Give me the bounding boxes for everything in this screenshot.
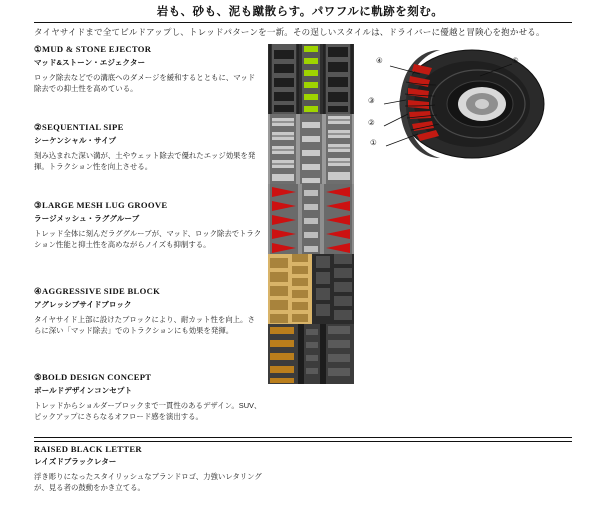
feature-list xyxy=(34,44,262,516)
tread-photo-strip xyxy=(268,44,354,384)
feature-title-en: ②SEQUENTIAL SIPE xyxy=(34,122,124,132)
feature-title-jp: ボールドデザインコンセプト xyxy=(34,386,133,395)
feature-body: タイヤサイド上部に設けたブロックにより、耐カット性を向上。さらに深い「マッド除去」でのトラクションにも効果を発揮。 xyxy=(34,315,255,335)
feature-title-jp: アグレッシブサイドブロック xyxy=(34,300,132,309)
feature-title-jp: レイズドブラックレター xyxy=(34,457,117,466)
feature-title-jp: シーケンシャル・サイプ xyxy=(34,136,117,145)
tread-photo-5 xyxy=(268,324,354,384)
feature-title-en: ①MUD & STONE EJECTOR xyxy=(34,44,152,54)
feature-body: 浮き彫りになったスタイリッシュなブランドロゴ、力強いレタリングが、見る者の鼓動をかき立てる。 xyxy=(34,472,262,492)
tread-photo-3 xyxy=(268,184,354,254)
feature-title-en: RAISED BLACK LETTER xyxy=(34,444,142,454)
feature-body: トレッド全体に刻んだラググルーブが、マッド、ロック除去でトラクション性能と抑土性を高めながらノイズも抑制する。 xyxy=(34,229,262,249)
divider-bottom-1 xyxy=(34,437,572,438)
tire-illustration xyxy=(360,42,574,166)
tire-illustration-image xyxy=(360,42,574,166)
feature-aggressive-side-block xyxy=(34,286,262,360)
callout-1: ① xyxy=(370,138,377,147)
page-subhead: タイヤサイドまで全てビルドアップし、トレッドパターンを一新。その逞しいスタイルは、ドライバーに優越と冒険心を抱かせる。 xyxy=(34,27,545,37)
callout-4: ④ xyxy=(376,56,383,65)
callout-5: ⑤ xyxy=(512,56,519,65)
callout-3: ③ xyxy=(368,96,375,105)
tread-photo-2 xyxy=(268,114,354,184)
callout-2: ② xyxy=(368,118,375,127)
feature-raised-black-letter xyxy=(34,444,262,504)
feature-mud-stone-ejector xyxy=(34,44,262,110)
feature-title-en: ③LARGE MESH LUG GROOVE xyxy=(34,200,168,210)
tread-photo-3-image xyxy=(268,184,354,254)
tread-photo-1-image xyxy=(268,44,354,114)
tread-photo-1 xyxy=(268,44,354,114)
feature-large-mesh-lug-groove xyxy=(34,200,262,274)
page-headline: 岩も、砂も、泥も蹴散らす。パワフルに軌跡を刻む。 xyxy=(156,6,444,18)
feature-title-en: ④AGGRESSIVE SIDE BLOCK xyxy=(34,286,161,296)
tread-photo-2-image xyxy=(268,114,354,184)
feature-sequential-sipe xyxy=(34,122,262,188)
tread-photo-5-image xyxy=(268,324,354,384)
feature-title-jp: マッド&ストーン・エジェクター xyxy=(34,58,146,67)
feature-body: ロック除去などでの溝底へのダメージを緩和するとともに、マッド除去での抑土性を高めている。 xyxy=(34,73,256,93)
divider-top xyxy=(34,22,572,23)
tread-photo-4 xyxy=(268,254,354,324)
feature-title-jp: ラージメッシュ・ラググルーブ xyxy=(34,214,140,223)
feature-body: トレッドからショルダーブロックまで一貫性のあるデザイン。SUV、ピックアップにさらなるオフロード感を演出する。 xyxy=(34,401,262,421)
feature-title-en: ⑤BOLD DESIGN CONCEPT xyxy=(34,372,152,382)
divider-bottom-2 xyxy=(34,441,572,442)
tread-photo-4-image xyxy=(268,254,354,324)
feature-bold-design-concept xyxy=(34,372,262,432)
feature-body: 刻み込まれた深い溝が、土やウェット除去で優れたエッジ効果を発揮。トラクション性を向上させる。 xyxy=(34,151,256,171)
